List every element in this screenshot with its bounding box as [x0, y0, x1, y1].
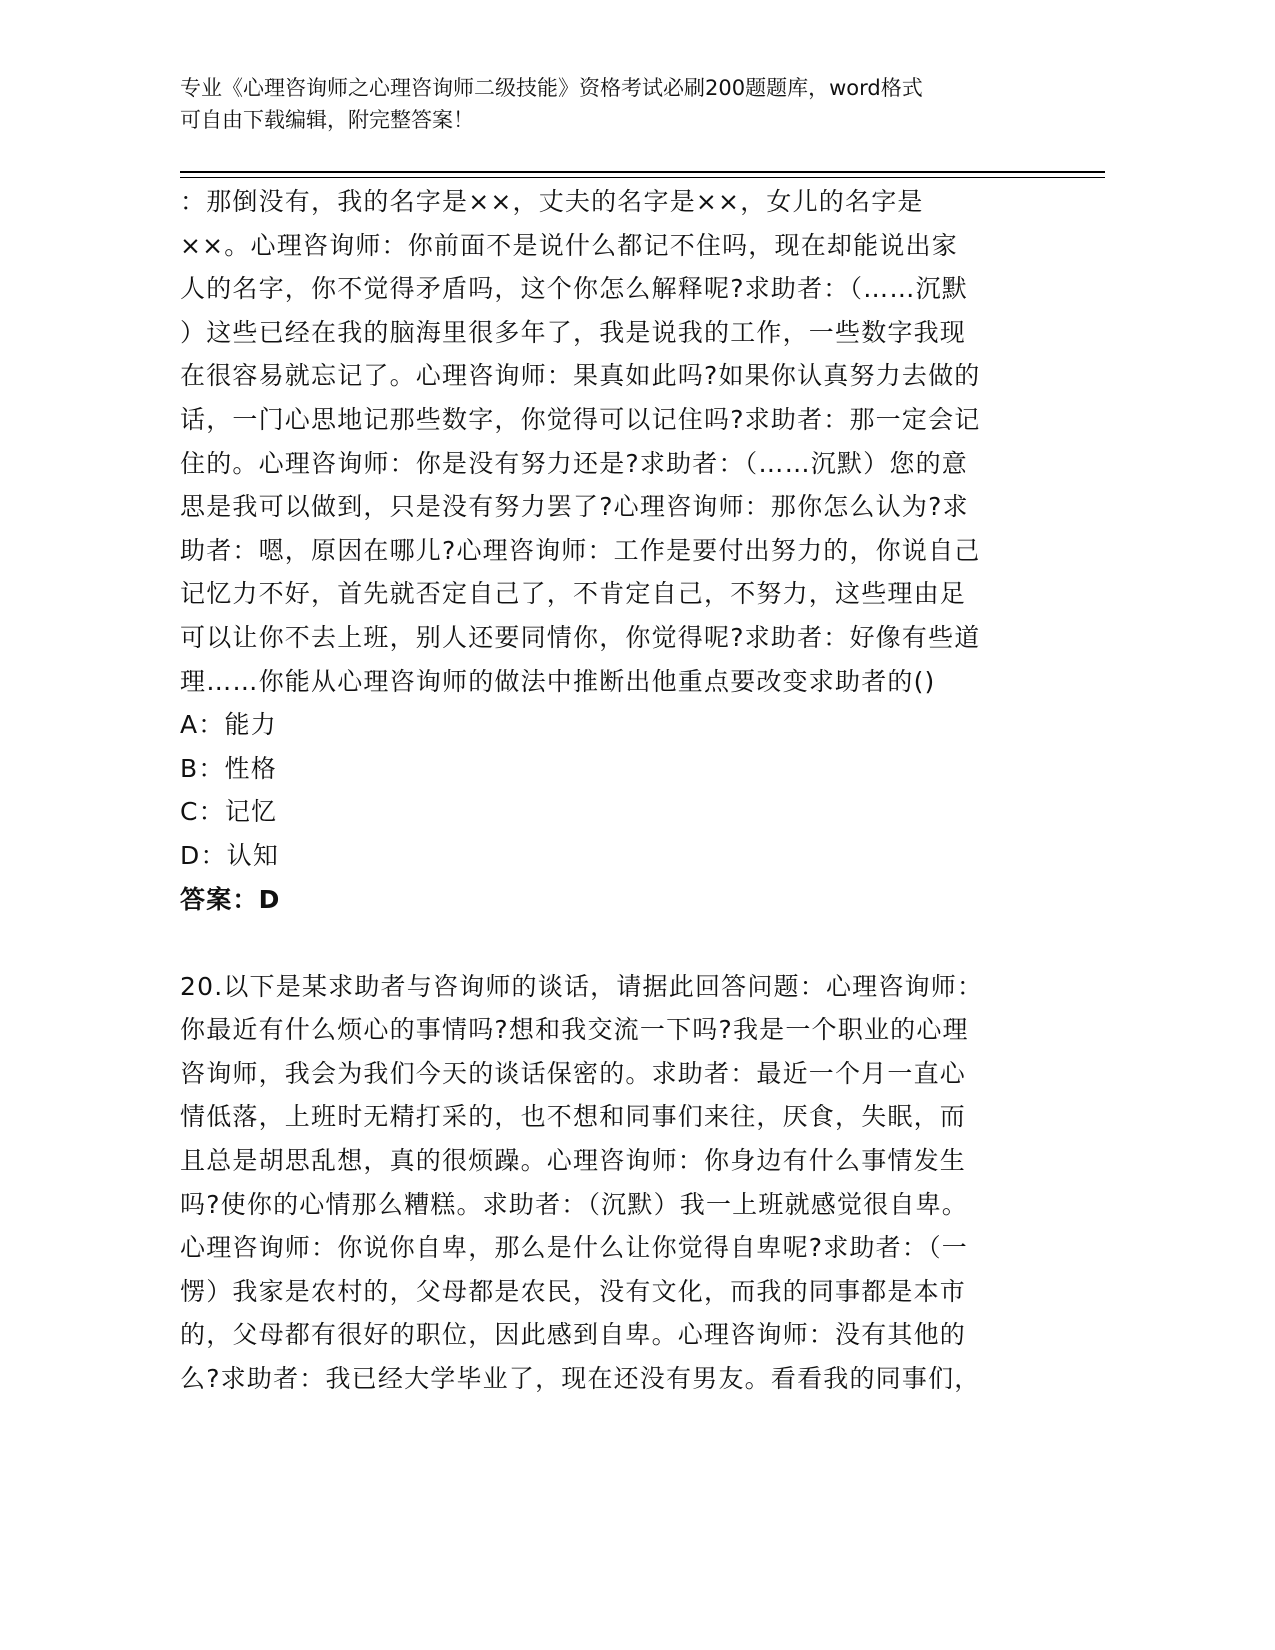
question-line: 么?求助者：我已经大学毕业了，现在还没有男友。看看我的同事们，: [180, 1364, 981, 1394]
spacer: [180, 921, 1040, 965]
question-line: 人的名字，你不觉得矛盾吗，这个你怎么解释呢?求助者：（……沉默: [180, 274, 968, 304]
question-line: ××。心理咨询师：你前面不是说什么都记不住吗，现在却能说出家: [180, 230, 958, 260]
header-line: 可自由下载编辑，附完整答案！: [180, 108, 474, 132]
question-line: 理……你能从心理咨询师的做法中推断出他重点要改变求助者的(): [180, 666, 936, 696]
question-line: 在很容易就忘记了。心理咨询师：果真如此吗?如果你认真努力去做的: [180, 361, 981, 391]
option-d: D：认知: [180, 840, 280, 870]
question-line: 助者：嗯，原因在哪儿?心理咨询师：工作是要付出努力的，你说自己: [180, 535, 981, 565]
question-line: 住的。心理咨询师：你是没有努力还是?求助者：（……沉默）您的意: [180, 448, 968, 478]
question-line: 且总是胡思乱想，真的很烦躁。心理咨询师：你身边有什么事情发生: [180, 1146, 967, 1176]
question-line: 话，一门心思地记那些数字，你觉得可以记住吗?求助者：那一定会记: [180, 404, 981, 434]
question-line: 记忆力不好，首先就否定自己了，不肯定自己，不努力，这些理由足: [180, 579, 967, 609]
question-line: 咨询师，我会为我们今天的谈话保密的。求助者：最近一个月一直心: [180, 1058, 967, 1088]
answer: 答案：D: [180, 884, 281, 914]
document-header: [180, 72, 1040, 136]
option-c: C：记忆: [180, 797, 278, 827]
question-line: 愣）我家是农村的，父母都是农民，没有文化，而我的同事都是本市: [180, 1276, 967, 1306]
document-body: [180, 180, 1040, 1401]
option-b: B：性格: [180, 753, 277, 783]
question-line: 20.以下是某求助者与咨询师的谈话，请据此回答问题：心理咨询师：: [180, 971, 984, 1001]
question-line: 你最近有什么烦心的事情吗?想和我交流一下吗?我是一个职业的心理: [180, 1015, 969, 1045]
question-line: 的，父母都有很好的职位，因此感到自卑。心理咨询师：没有其他的: [180, 1320, 967, 1350]
question-line: 心理咨询师：你说你自卑，那么是什么让你觉得自卑呢?求助者：（一: [180, 1233, 968, 1263]
header-line: 专业《心理咨询师之心理咨询师二级技能》资格考试必刷200题题库，word格式: [180, 76, 923, 100]
header-divider-thick: [180, 171, 1105, 173]
question-line: ）这些已经在我的脑海里很多年了，我是说我的工作，一些数字我现: [180, 317, 967, 347]
question-line: 可以让你不去上班，别人还要同情你，你觉得呢?求助者：好像有些道: [180, 622, 981, 652]
question-line: 情低落，上班时无精打采的，也不想和同事们来往，厌食，失眠，而: [180, 1102, 967, 1132]
question-line: 思是我可以做到，只是没有努力罢了?心理咨询师：那你怎么认为?求: [180, 492, 969, 522]
option-a: A：能力: [180, 710, 277, 740]
question-line: 吗?使你的心情那么糟糕。求助者：（沉默）我一上班就感觉很自卑。: [180, 1189, 968, 1219]
header-divider-thin: [180, 177, 1105, 178]
question-line: ：那倒没有，我的名字是××，丈夫的名字是××，女儿的名字是: [180, 187, 924, 216]
question-20: [180, 965, 1040, 1401]
question-19: [180, 180, 1040, 921]
